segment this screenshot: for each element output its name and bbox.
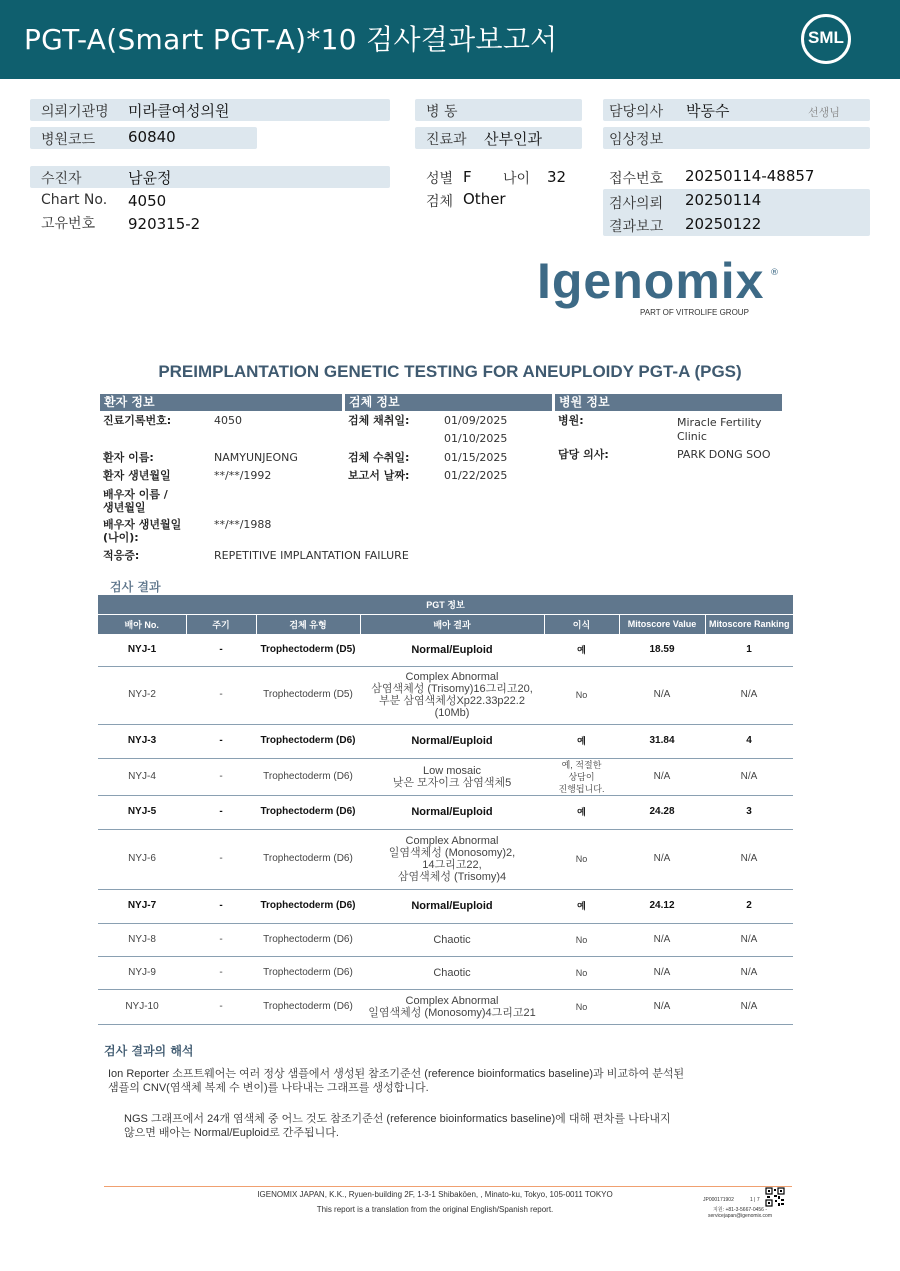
cell-result: Normal/Euploid (360, 724, 544, 758)
igenomix-tagline: PART OF VITROLIFE GROUP (640, 308, 749, 317)
hospital-code-value: 60840 (128, 128, 176, 146)
cell-result: Normal/Euploid (360, 634, 544, 666)
column-header-embryo-no: 배아 No. (98, 614, 186, 634)
results-table (98, 595, 793, 1025)
cell-no: NYJ-3 (98, 724, 186, 758)
cell-result: Normal/Euploid (360, 795, 544, 829)
column-header-cycle: 주기 (186, 614, 256, 634)
patient-label: 수진자 (41, 171, 82, 187)
cell-rank: N/A (705, 923, 793, 956)
footer-email: servicejapan@igenomix.com (708, 1213, 772, 1219)
cell-cycle: - (186, 923, 256, 956)
cell-transfer: No (544, 956, 619, 989)
indication-label: 적응증: (103, 549, 140, 562)
cell-transfer: 예 (544, 634, 619, 666)
igenomix-wordmark: Igenomix (537, 253, 765, 309)
cell-value: N/A (619, 989, 705, 1024)
indication-value: REPETITIVE IMPLANTATION FAILURE (214, 549, 409, 562)
cell-cycle: - (186, 758, 256, 795)
cell-result: Complex Abnormal 일염색체성 (Monosomy)2, 14그리고22, 삼염색체성 (Trisomy)4 (360, 829, 544, 889)
footer-doc-id: JP000171902 (703, 1197, 734, 1203)
cell-type: Trophectoderm (D6) (256, 795, 360, 829)
cell-rank: 3 (705, 795, 793, 829)
section-hospital-info: 병원 정보 (555, 394, 782, 411)
cell-value: N/A (619, 923, 705, 956)
igenomix-registered-mark: ® (770, 268, 779, 278)
cell-rank: N/A (705, 666, 793, 724)
institution-value: 미라클여성의원 (128, 102, 230, 120)
request-label: 검사의뢰 (609, 196, 664, 212)
unique-value: 920315-2 (128, 215, 201, 233)
receipt-label: 접수번호 (609, 171, 664, 187)
cell-cycle: - (186, 889, 256, 923)
patient-name-value: NAMYUNJEONG (214, 451, 298, 464)
cell-type: Trophectoderm (D5) (256, 634, 360, 666)
footer-divider (104, 1186, 792, 1187)
cell-no: NYJ-5 (98, 795, 186, 829)
results-heading: 검사 결과 (110, 580, 161, 594)
footer-translation-note: This report is a translation from the original English/Spanish report. (316, 1205, 554, 1214)
cell-transfer: No (544, 989, 619, 1024)
cell-cycle: - (186, 666, 256, 724)
report-date-label: 결과보고 (609, 219, 664, 235)
chart-label: Chart No. (41, 192, 108, 208)
cell-transfer: No (544, 666, 619, 724)
attending-doctor-value: PARK DONG SOO (677, 448, 771, 461)
cell-rank: 4 (705, 724, 793, 758)
cell-value: 18.59 (619, 634, 705, 666)
footer-phone: 지원: +81-3-5667-0456 - (713, 1207, 767, 1213)
spouse-dob-value: **/**/1988 (214, 518, 272, 531)
column-header-mitoscore-ranking: Mitoscore Ranking (705, 614, 793, 634)
igenomix-logo (537, 253, 787, 320)
cell-rank: 2 (705, 889, 793, 923)
cell-no: NYJ-2 (98, 666, 186, 724)
record-value: 4050 (214, 414, 242, 427)
table-row (98, 889, 793, 923)
section-patient-info: 환자 정보 (100, 394, 342, 411)
cell-rank: N/A (705, 758, 793, 795)
cell-no: NYJ-7 (98, 889, 186, 923)
footer-address: IGENOMIX JAPAN, K.K., Ryuen-building 2F, 1-3-1 Shibakōen, , Minato-ku, Tokyo, 105-0011 TOKYO (257, 1190, 613, 1199)
cell-cycle: - (186, 795, 256, 829)
results-table-body (98, 634, 793, 1024)
qr-code-icon (765, 1187, 785, 1207)
specimen-value: Other (463, 190, 506, 208)
request-value: 20250114 (685, 191, 762, 209)
cell-cycle: - (186, 989, 256, 1024)
cell-type: Trophectoderm (D6) (256, 956, 360, 989)
table-row (98, 724, 793, 758)
column-header-embryo-result: 배아 결과 (360, 614, 544, 634)
cell-cycle: - (186, 724, 256, 758)
patient-dob-label: 환자 생년월일 (103, 469, 171, 482)
cell-transfer: No (544, 923, 619, 956)
column-header-row (98, 614, 793, 634)
cell-value: 24.12 (619, 889, 705, 923)
chart-value: 4050 (128, 192, 167, 210)
table-row (98, 989, 793, 1024)
cell-rank: N/A (705, 956, 793, 989)
table-row (98, 795, 793, 829)
collect-date-2: 01/10/2025 (444, 432, 508, 445)
cell-cycle: - (186, 829, 256, 889)
collect-date-label: 검체 채취일: (348, 414, 410, 427)
column-header-transfer: 이식 (544, 614, 619, 634)
cell-result: Chaotic (360, 956, 544, 989)
cell-type: Trophectoderm (D6) (256, 989, 360, 1024)
sex-label: 성별 (426, 171, 454, 187)
cell-value: N/A (619, 829, 705, 889)
pgt-info-header: PGT 정보 (98, 595, 793, 614)
collect-date-1: 01/09/2025 (444, 414, 508, 427)
section-specimen-info: 검체 정보 (345, 394, 552, 411)
report-title-korean: PGT-A(Smart PGT-A)*10 검사결과보고서 (24, 23, 558, 56)
cell-transfer: 예 (544, 795, 619, 829)
receive-date-label: 검체 수취일: (348, 451, 410, 464)
institution-label: 의뢰기관명 (41, 104, 109, 120)
ward-label: 병 동 (426, 104, 458, 120)
cell-result: Chaotic (360, 923, 544, 956)
cell-type: Trophectoderm (D6) (256, 829, 360, 889)
record-label: 진료기록번호: (103, 414, 172, 427)
cell-result: Complex Abnormal 삼염색체성 (Trisomy)16그리고20, 부분 삼염색체성Xp22.33p22.2 (10Mb) (360, 666, 544, 724)
patient-dob-value: **/**/1992 (214, 469, 272, 482)
table-row (98, 758, 793, 795)
receipt-value: 20250114-48857 (685, 167, 815, 185)
cell-value: N/A (619, 666, 705, 724)
cell-value: N/A (619, 956, 705, 989)
sex-value: F (463, 168, 472, 186)
hospital-code-label: 병원코드 (41, 132, 96, 148)
cell-type: Trophectoderm (D6) (256, 724, 360, 758)
cell-type: Trophectoderm (D5) (256, 666, 360, 724)
hospital-label: 병원: (558, 414, 584, 427)
cell-transfer: 예 (544, 889, 619, 923)
specimen-label: 검체 (426, 194, 454, 210)
patient-name-label: 환자 이름: (103, 451, 154, 464)
cell-transfer: No (544, 829, 619, 889)
table-row (98, 634, 793, 666)
report-date-label-en: 보고서 날짜: (348, 469, 410, 482)
cell-cycle: - (186, 956, 256, 989)
cell-no: NYJ-6 (98, 829, 186, 889)
patient-row (30, 166, 390, 188)
department-label: 진료과 (426, 132, 467, 148)
cell-value: 31.84 (619, 724, 705, 758)
sml-logo-text: SML (808, 28, 844, 47)
patient-value: 남윤정 (128, 169, 172, 187)
cell-no: NYJ-1 (98, 634, 186, 666)
report-header-bar (0, 0, 900, 79)
age-label: 나이 (503, 171, 531, 187)
cell-rank: N/A (705, 829, 793, 889)
cell-no: NYJ-9 (98, 956, 186, 989)
column-header-specimen-type: 검체 유형 (256, 614, 360, 634)
cell-result: Normal/Euploid (360, 889, 544, 923)
doctor-suffix: 선생님 (808, 106, 840, 119)
age-value: 32 (547, 168, 567, 186)
cell-type: Trophectoderm (D6) (256, 889, 360, 923)
cell-type: Trophectoderm (D6) (256, 923, 360, 956)
cell-rank: 1 (705, 634, 793, 666)
interpretation-paragraph-1: Ion Reporter 소프트웨어는 여러 정상 샘플에서 생성된 참조기준선 (reference bioinformatics baseline)과 비교하여 분석된 샘플의 CNV(염색체 복제 수 변이)를 나타내는 그래프를 생성합니다. (108, 1068, 685, 1094)
department-value: 산부인과 (484, 130, 542, 148)
cell-result: Complex Abnormal 일염색체성 (Monosomy)4그리고21 (360, 989, 544, 1024)
sml-logo (801, 14, 851, 64)
cell-cycle: - (186, 634, 256, 666)
cell-rank: N/A (705, 989, 793, 1024)
doctor-label: 담당의사 (609, 104, 664, 120)
spouse-name-label: 배우자 이름 / 생년월일 (103, 488, 168, 514)
cell-value: 24.28 (619, 795, 705, 829)
cell-transfer: 예, 적절한 상담이 진행됩니다. (544, 758, 619, 795)
cell-no: NYJ-10 (98, 989, 186, 1024)
doctor-value: 박동수 (686, 102, 730, 120)
interpretation-title: 검사 결과의 해석 (104, 1044, 194, 1058)
cell-no: NYJ-8 (98, 923, 186, 956)
interpretation-paragraph-2: NGS 그래프에서 24개 염색체 중 어느 것도 참조기준선 (reference bioinformatics baseline)에 대해 편차를 나타내지 않으면 배아는 Normal/Euploid로 간주됩니다. (124, 1113, 671, 1139)
pgt-report-title: PREIMPLANTATION GENETIC TESTING FOR ANEUPLOIDY PGT-A (PGS) (158, 362, 742, 381)
table-row (98, 829, 793, 889)
spouse-dob-label: 배우자 생년월일 (나이): (103, 518, 182, 544)
table-row (98, 666, 793, 724)
column-header-mitoscore-value: Mitoscore Value (619, 614, 705, 634)
table-row (98, 923, 793, 956)
report-date-value-en: 01/22/2025 (444, 469, 508, 482)
cell-no: NYJ-4 (98, 758, 186, 795)
cell-transfer: 예 (544, 724, 619, 758)
cell-value: N/A (619, 758, 705, 795)
clinical-label: 임상정보 (609, 132, 664, 148)
table-row (98, 956, 793, 989)
cell-result: Low mosaic 낮은 모자이크 삼염색체5 (360, 758, 544, 795)
footer-page-number: 1 | 7 (750, 1197, 760, 1203)
cell-type: Trophectoderm (D6) (256, 758, 360, 795)
attending-doctor-label: 담당 의사: (558, 448, 609, 461)
report-date-value: 20250122 (685, 215, 762, 233)
receive-date-value: 01/15/2025 (444, 451, 508, 464)
unique-label: 고유번호 (41, 216, 96, 232)
hospital-value: Miracle Fertility Clinic (677, 416, 762, 443)
